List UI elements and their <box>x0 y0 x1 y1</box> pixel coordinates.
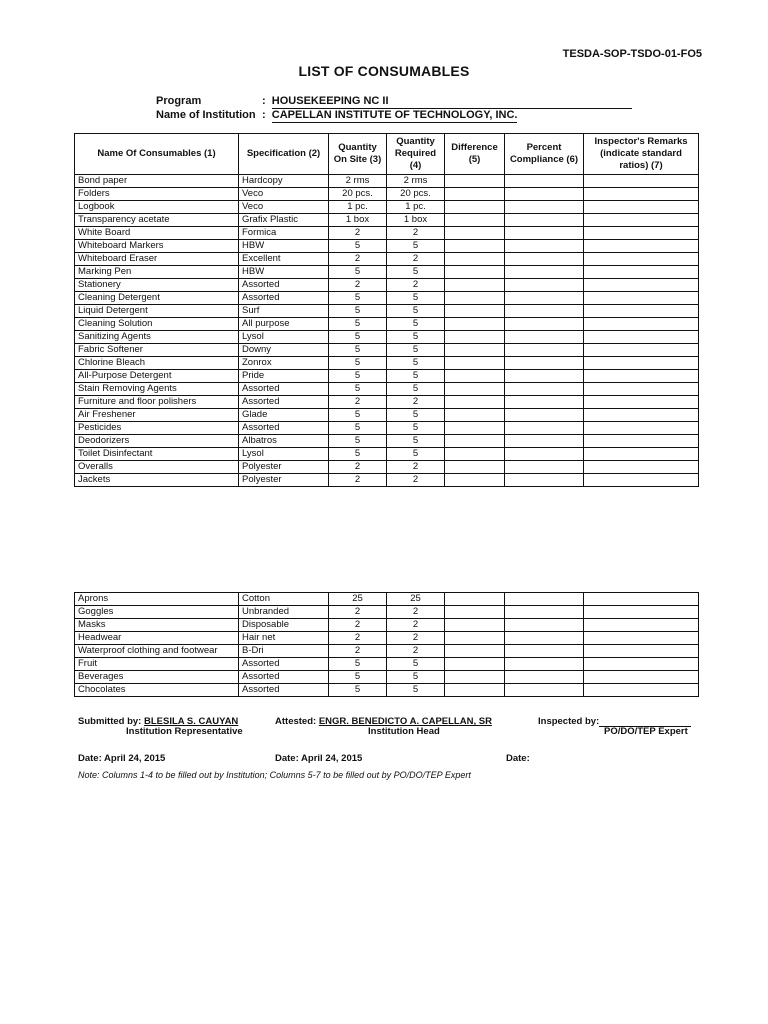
cell-quantity-on-site: 5 <box>329 370 387 383</box>
table-row <box>75 266 699 279</box>
cell-percent-compliance <box>505 357 584 370</box>
cell-name: Masks <box>75 619 239 632</box>
cell-percent-compliance <box>505 175 584 188</box>
cell-quantity-on-site: 25 <box>329 593 387 606</box>
table-row <box>75 671 699 684</box>
cell-percent-compliance <box>505 632 584 645</box>
cell-specification: Assorted <box>239 684 329 697</box>
cell-name: Deodorizers <box>75 435 239 448</box>
cell-inspector-remarks <box>584 253 699 266</box>
cell-percent-compliance <box>505 658 584 671</box>
cell-name: Chocolates <box>75 684 239 697</box>
cell-specification: Albatros <box>239 435 329 448</box>
cell-inspector-remarks <box>584 671 699 684</box>
cell-percent-compliance <box>505 435 584 448</box>
cell-name: Transparency acetate <box>75 214 239 227</box>
cell-percent-compliance <box>505 344 584 357</box>
cell-difference <box>445 214 505 227</box>
cell-inspector-remarks <box>584 305 699 318</box>
cell-quantity-on-site: 2 rms <box>329 175 387 188</box>
cell-specification: Downy <box>239 344 329 357</box>
cell-specification: Glade <box>239 409 329 422</box>
cell-quantity-required: 2 <box>387 461 445 474</box>
institution-label: Name of Institution <box>156 109 256 121</box>
cell-percent-compliance <box>505 370 584 383</box>
cell-name: Fruit <box>75 658 239 671</box>
cell-specification: Assorted <box>239 292 329 305</box>
table-row <box>75 422 699 435</box>
cell-quantity-on-site: 2 <box>329 645 387 658</box>
table-row <box>75 658 699 671</box>
cell-quantity-required: 5 <box>387 671 445 684</box>
submitted-name: BLESILA S. CAUYAN <box>143 716 239 727</box>
cell-difference <box>445 240 505 253</box>
cell-difference <box>445 344 505 357</box>
cell-inspector-remarks <box>584 266 699 279</box>
submitted-label: Submitted by: <box>78 716 142 727</box>
cell-inspector-remarks <box>584 658 699 671</box>
cell-name: Liquid Detergent <box>75 305 239 318</box>
cell-specification: Polyester <box>239 461 329 474</box>
cell-specification: B-Dri <box>239 645 329 658</box>
cell-name: Stain Removing Agents <box>75 383 239 396</box>
cell-name: Whiteboard Eraser <box>75 253 239 266</box>
table-row <box>75 344 699 357</box>
table-row <box>75 175 699 188</box>
col-header-quantity-on-site: Quantity On Site (3) <box>329 134 387 175</box>
cell-inspector-remarks <box>584 645 699 658</box>
cell-percent-compliance <box>505 201 584 214</box>
cell-percent-compliance <box>505 188 584 201</box>
cell-percent-compliance <box>505 318 584 331</box>
cell-inspector-remarks <box>584 409 699 422</box>
table-row <box>75 214 699 227</box>
table-row <box>75 357 699 370</box>
cell-name: Folders <box>75 188 239 201</box>
cell-quantity-on-site: 2 <box>329 619 387 632</box>
cell-specification: Grafix Plastic <box>239 214 329 227</box>
institution-value: CAPELLAN INSTITUTE OF TECHNOLOGY, INC. <box>271 109 518 121</box>
table-row <box>75 292 699 305</box>
cell-quantity-on-site: 2 <box>329 632 387 645</box>
cell-inspector-remarks <box>584 606 699 619</box>
cell-specification: Lysol <box>239 331 329 344</box>
submitted-role: Institution Representative <box>126 726 243 737</box>
inspected-role: PO/DO/TEP Expert <box>604 726 688 737</box>
cell-quantity-required: 5 <box>387 409 445 422</box>
cell-inspector-remarks <box>584 240 699 253</box>
cell-quantity-required: 2 <box>387 474 445 487</box>
cell-quantity-required: 5 <box>387 684 445 697</box>
cell-percent-compliance <box>505 214 584 227</box>
cell-difference <box>445 474 505 487</box>
cell-specification: HBW <box>239 240 329 253</box>
cell-percent-compliance <box>505 383 584 396</box>
cell-inspector-remarks <box>584 344 699 357</box>
cell-quantity-on-site: 5 <box>329 684 387 697</box>
cell-difference <box>445 305 505 318</box>
cell-specification: Excellent <box>239 253 329 266</box>
table-header-row <box>75 134 699 175</box>
institution-line <box>156 109 517 123</box>
table-row <box>75 227 699 240</box>
cell-percent-compliance <box>505 292 584 305</box>
document-code: TESDA-SOP-TSDO-01-FO5 <box>562 48 702 60</box>
cell-quantity-on-site: 2 <box>329 279 387 292</box>
cell-name: Cleaning Detergent <box>75 292 239 305</box>
cell-percent-compliance <box>505 461 584 474</box>
cell-difference <box>445 461 505 474</box>
table-row <box>75 331 699 344</box>
date-submitted: Date: April 24, 2015 <box>78 753 166 764</box>
cell-name: Stationery <box>75 279 239 292</box>
table-row <box>75 305 699 318</box>
cell-quantity-on-site: 5 <box>329 357 387 370</box>
cell-quantity-on-site: 5 <box>329 671 387 684</box>
cell-inspector-remarks <box>584 461 699 474</box>
cell-quantity-on-site: 5 <box>329 435 387 448</box>
cell-difference <box>445 318 505 331</box>
cell-percent-compliance <box>505 266 584 279</box>
cell-percent-compliance <box>505 593 584 606</box>
cell-quantity-required: 5 <box>387 292 445 305</box>
cell-specification: Assorted <box>239 671 329 684</box>
cell-difference <box>445 227 505 240</box>
cell-specification: HBW <box>239 266 329 279</box>
program-line <box>156 95 632 109</box>
cell-difference <box>445 422 505 435</box>
cell-specification: Veco <box>239 188 329 201</box>
cell-specification: All purpose <box>239 318 329 331</box>
cell-quantity-required: 2 <box>387 606 445 619</box>
cell-quantity-required: 5 <box>387 240 445 253</box>
cell-quantity-on-site: 5 <box>329 448 387 461</box>
cell-specification: Assorted <box>239 658 329 671</box>
cell-name: Toilet Disinfectant <box>75 448 239 461</box>
cell-specification: Assorted <box>239 396 329 409</box>
cell-quantity-required: 5 <box>387 344 445 357</box>
table-row <box>75 201 699 214</box>
cell-inspector-remarks <box>584 593 699 606</box>
cell-quantity-on-site: 5 <box>329 266 387 279</box>
cell-name: Jackets <box>75 474 239 487</box>
cell-name: Cleaning Solution <box>75 318 239 331</box>
cell-name: Marking Pen <box>75 266 239 279</box>
cell-difference <box>445 409 505 422</box>
cell-name: Chlorine Bleach <box>75 357 239 370</box>
cell-difference <box>445 684 505 697</box>
cell-quantity-on-site: 5 <box>329 344 387 357</box>
program-label: Program <box>156 95 202 107</box>
cell-percent-compliance <box>505 409 584 422</box>
cell-difference <box>445 645 505 658</box>
cell-quantity-on-site: 2 <box>329 253 387 266</box>
cell-percent-compliance <box>505 619 584 632</box>
cell-percent-compliance <box>505 253 584 266</box>
cell-quantity-required: 5 <box>387 435 445 448</box>
cell-quantity-required: 2 <box>387 227 445 240</box>
cell-percent-compliance <box>505 279 584 292</box>
cell-quantity-on-site: 20 pcs. <box>329 188 387 201</box>
cell-percent-compliance <box>505 645 584 658</box>
cell-difference <box>445 357 505 370</box>
table-row <box>75 461 699 474</box>
cell-difference <box>445 201 505 214</box>
attested-role: Institution Head <box>368 726 440 737</box>
cell-inspector-remarks <box>584 619 699 632</box>
cell-name: White Board <box>75 227 239 240</box>
cell-quantity-required: 5 <box>387 658 445 671</box>
cell-inspector-remarks <box>584 318 699 331</box>
table-row <box>75 383 699 396</box>
cell-inspector-remarks <box>584 175 699 188</box>
cell-difference <box>445 632 505 645</box>
cell-difference <box>445 292 505 305</box>
cell-quantity-required: 2 rms <box>387 175 445 188</box>
cell-quantity-required: 25 <box>387 593 445 606</box>
cell-specification: Disposable <box>239 619 329 632</box>
col-header-specification: Specification (2) <box>239 134 329 175</box>
cell-inspector-remarks <box>584 214 699 227</box>
cell-inspector-remarks <box>584 279 699 292</box>
cell-difference <box>445 253 505 266</box>
col-header-difference: Difference (5) <box>445 134 505 175</box>
cell-percent-compliance <box>505 684 584 697</box>
cell-name: Overalls <box>75 461 239 474</box>
cell-quantity-required: 2 <box>387 279 445 292</box>
cell-quantity-on-site: 5 <box>329 305 387 318</box>
cell-specification: Veco <box>239 201 329 214</box>
cell-name: Air Freshener <box>75 409 239 422</box>
cell-difference <box>445 658 505 671</box>
table-row <box>75 396 699 409</box>
cell-quantity-required: 5 <box>387 318 445 331</box>
table-row <box>75 684 699 697</box>
cell-quantity-on-site: 1 pc. <box>329 201 387 214</box>
cell-quantity-required: 2 <box>387 396 445 409</box>
table-row <box>75 593 699 606</box>
table-row <box>75 645 699 658</box>
cell-quantity-on-site: 5 <box>329 658 387 671</box>
footnote: Note: Columns 1-4 to be filled out by Institution; Columns 5-7 to be filled out by PO/DO/TEP Expert <box>78 770 471 780</box>
cell-difference <box>445 188 505 201</box>
table-row <box>75 632 699 645</box>
cell-quantity-on-site: 5 <box>329 240 387 253</box>
cell-quantity-on-site: 5 <box>329 292 387 305</box>
table-row <box>75 606 699 619</box>
consumables-table-part1 <box>74 133 699 487</box>
cell-inspector-remarks <box>584 331 699 344</box>
cell-quantity-required: 2 <box>387 632 445 645</box>
cell-specification: Lysol <box>239 448 329 461</box>
cell-percent-compliance <box>505 305 584 318</box>
cell-quantity-on-site: 5 <box>329 422 387 435</box>
cell-name: Goggles <box>75 606 239 619</box>
program-value: HOUSEKEEPING NC II <box>272 96 632 109</box>
cell-inspector-remarks <box>584 422 699 435</box>
cell-name: All-Purpose Detergent <box>75 370 239 383</box>
date-inspected: Date: <box>506 753 530 764</box>
table-row <box>75 279 699 292</box>
cell-inspector-remarks <box>584 632 699 645</box>
cell-difference <box>445 606 505 619</box>
cell-quantity-required: 5 <box>387 357 445 370</box>
table-row <box>75 240 699 253</box>
cell-name: Headwear <box>75 632 239 645</box>
table-row <box>75 409 699 422</box>
cell-percent-compliance <box>505 671 584 684</box>
cell-inspector-remarks <box>584 292 699 305</box>
table-row <box>75 370 699 383</box>
cell-specification: Assorted <box>239 383 329 396</box>
institution-colon: : <box>262 109 266 121</box>
cell-quantity-on-site: 2 <box>329 474 387 487</box>
cell-difference <box>445 175 505 188</box>
date-attested: Date: April 24, 2015 <box>275 753 363 764</box>
cell-quantity-required: 2 <box>387 619 445 632</box>
cell-inspector-remarks <box>584 383 699 396</box>
cell-inspector-remarks <box>584 227 699 240</box>
cell-quantity-on-site: 2 <box>329 396 387 409</box>
cell-quantity-required: 2 <box>387 645 445 658</box>
cell-specification: Assorted <box>239 279 329 292</box>
table-row <box>75 474 699 487</box>
cell-quantity-required: 5 <box>387 305 445 318</box>
cell-percent-compliance <box>505 396 584 409</box>
cell-quantity-on-site: 2 <box>329 461 387 474</box>
table-row <box>75 435 699 448</box>
cell-name: Logbook <box>75 201 239 214</box>
cell-name: Bond paper <box>75 175 239 188</box>
cell-inspector-remarks <box>584 474 699 487</box>
cell-quantity-required: 5 <box>387 266 445 279</box>
cell-difference <box>445 370 505 383</box>
cell-inspector-remarks <box>584 357 699 370</box>
cell-inspector-remarks <box>584 201 699 214</box>
cell-percent-compliance <box>505 240 584 253</box>
col-header-inspector-remarks: Inspector's Remarks (indicate standard ratios) (7) <box>584 134 699 175</box>
cell-name: Whiteboard Markers <box>75 240 239 253</box>
cell-inspector-remarks <box>584 370 699 383</box>
inspected-label: Inspected by: <box>538 716 600 727</box>
cell-quantity-required: 5 <box>387 383 445 396</box>
cell-difference <box>445 593 505 606</box>
cell-percent-compliance <box>505 227 584 240</box>
cell-quantity-required: 5 <box>387 370 445 383</box>
cell-quantity-required: 20 pcs. <box>387 188 445 201</box>
cell-specification: Surf <box>239 305 329 318</box>
cell-difference <box>445 396 505 409</box>
table-row <box>75 448 699 461</box>
cell-specification: Polyester <box>239 474 329 487</box>
col-header-quantity-required: Quantity Required (4) <box>387 134 445 175</box>
cell-name: Waterproof clothing and footwear <box>75 645 239 658</box>
cell-inspector-remarks <box>584 188 699 201</box>
cell-difference <box>445 448 505 461</box>
cell-percent-compliance <box>505 448 584 461</box>
table-row <box>75 253 699 266</box>
cell-specification: Hardcopy <box>239 175 329 188</box>
cell-difference <box>445 266 505 279</box>
cell-percent-compliance <box>505 606 584 619</box>
cell-quantity-on-site: 5 <box>329 383 387 396</box>
cell-quantity-required: 1 pc. <box>387 201 445 214</box>
cell-inspector-remarks <box>584 684 699 697</box>
cell-percent-compliance <box>505 474 584 487</box>
cell-specification: Formica <box>239 227 329 240</box>
cell-quantity-on-site: 1 box <box>329 214 387 227</box>
table-row <box>75 318 699 331</box>
cell-difference <box>445 279 505 292</box>
document-title: LIST OF CONSUMABLES <box>298 63 470 79</box>
attested-label: Attested: <box>275 716 317 727</box>
cell-specification: Pride <box>239 370 329 383</box>
cell-quantity-on-site: 5 <box>329 331 387 344</box>
cell-percent-compliance <box>505 331 584 344</box>
cell-difference <box>445 619 505 632</box>
cell-specification: Cotton <box>239 593 329 606</box>
cell-inspector-remarks <box>584 448 699 461</box>
cell-difference <box>445 671 505 684</box>
cell-quantity-required: 5 <box>387 422 445 435</box>
cell-quantity-on-site: 5 <box>329 409 387 422</box>
cell-name: Aprons <box>75 593 239 606</box>
cell-quantity-required: 1 box <box>387 214 445 227</box>
cell-name: Beverages <box>75 671 239 684</box>
col-header-name: Name Of Consumables (1) <box>75 134 239 175</box>
table-row <box>75 188 699 201</box>
col-header-percent-compliance: Percent Compliance (6) <box>505 134 584 175</box>
cell-name: Furniture and floor polishers <box>75 396 239 409</box>
cell-quantity-required: 5 <box>387 448 445 461</box>
cell-specification: Unbranded <box>239 606 329 619</box>
cell-quantity-on-site: 2 <box>329 227 387 240</box>
cell-name: Fabric Softener <box>75 344 239 357</box>
cell-specification: Hair net <box>239 632 329 645</box>
cell-difference <box>445 435 505 448</box>
attested-name: ENGR. BENEDICTO A. CAPELLAN, SR <box>318 716 492 727</box>
cell-inspector-remarks <box>584 396 699 409</box>
cell-inspector-remarks <box>584 435 699 448</box>
cell-name: Pesticides <box>75 422 239 435</box>
table-row <box>75 619 699 632</box>
cell-quantity-required: 2 <box>387 253 445 266</box>
cell-specification: Assorted <box>239 422 329 435</box>
cell-difference <box>445 383 505 396</box>
cell-quantity-on-site: 2 <box>329 606 387 619</box>
program-colon: : <box>262 95 266 107</box>
cell-difference <box>445 331 505 344</box>
cell-quantity-on-site: 5 <box>329 318 387 331</box>
cell-specification: Zonrox <box>239 357 329 370</box>
cell-percent-compliance <box>505 422 584 435</box>
consumables-table-part2 <box>74 592 699 697</box>
cell-quantity-required: 5 <box>387 331 445 344</box>
cell-name: Sanitizing Agents <box>75 331 239 344</box>
